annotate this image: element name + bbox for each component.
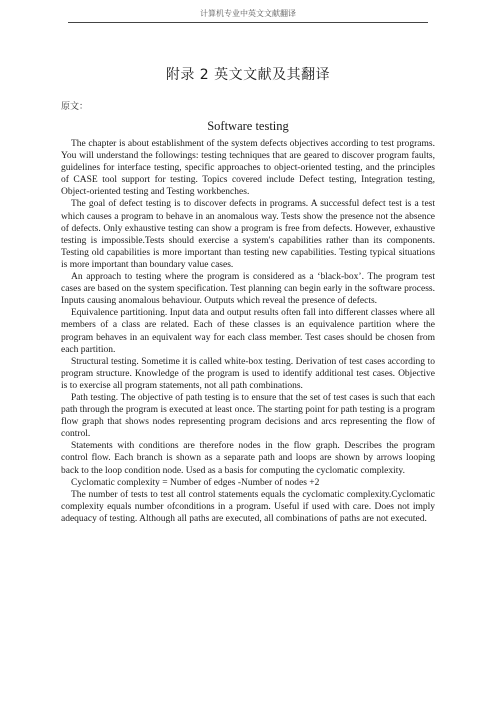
paragraph: Equivalence partitioning. Input data and output results often fall into different classes where all members of a class are related. Each of these classes is an equivalence partition where the program behaves in an equivalent way for each class member. Test cases should be chosen from each partition. [61,308,435,355]
appendix-title: 附录 2 英文文献及其翻译 [165,67,331,83]
cyclomatic-formula: Cyclomatic complexity = Number of edges -Number of nodes +2 [71,477,320,488]
paragraph: The number of tests to test all control statements equals the cyclomatic complexity.Cyclomatic complexity equals number ofconditions in a program. Useful if used with care. Does not imply adequacy of testing. Although all paths are executed, all combinations of paths are not executed. [61,489,435,524]
paragraph: The goal of defect testing is to discover defects in programs. A successful defect test is a test which causes a program to behave in an anomalous way. Tests show the presence not the absence of defects. Only exhaustive testing can show a program is free from defects. However, exhaustive testing is impossible.Tests should exercise a system's capabilities rather than its components. Testing old capabilities is more important than testing new capabilities. Testing typical situations is more important than boundary value cases. [61,199,435,270]
article-body [61,138,435,525]
original-text-label: 原文： [61,102,89,112]
paragraph: Structural testing. Sometime it is called white-box testing. Derivation of test cases according to program structure. Knowledge of the program is used to identify additional test cases. Objective is to exercise all program statements, not all path combinations. [61,356,435,391]
paragraph: Path testing. The objective of path testing is to ensure that the set of test cases is such that each path through the program is executed at least once. The starting point for path testing is a program flow graph that shows nodes representing program decisions and arcs representing the flow of control. [61,392,435,440]
header-rule [68,22,428,23]
paragraph: An approach to testing where the program is considered as a ‘black-box’. The program test cases are based on the system specification. Test planning can begin early in the software process. Inputs causing anomalous behaviour. Outputs which reveal the presence of defects. [61,272,435,307]
paragraph: Statements with conditions are therefore nodes in the flow graph. Describes the program control flow. Each branch is shown as a separate path and loops are shown by arrows looping back to the loop condition node. Used as a basis for computing the cyclomatic complexity. [61,441,435,476]
article-title: Software testing [207,119,289,133]
running-header: 计算机专业中英文文献翻译 [200,9,296,18]
paragraph: The chapter is about establishment of the system defects objectives according to test programs. You will understand the followings: testing techniques that are geared to discover program faults, guidelines for interface testing, specific approaches to object-oriented testing, and the principles of CASE tool support for testing. Topics covered include Defect testing, Integration testing, Object-oriented testing and Testing workbenches. [61,139,435,198]
